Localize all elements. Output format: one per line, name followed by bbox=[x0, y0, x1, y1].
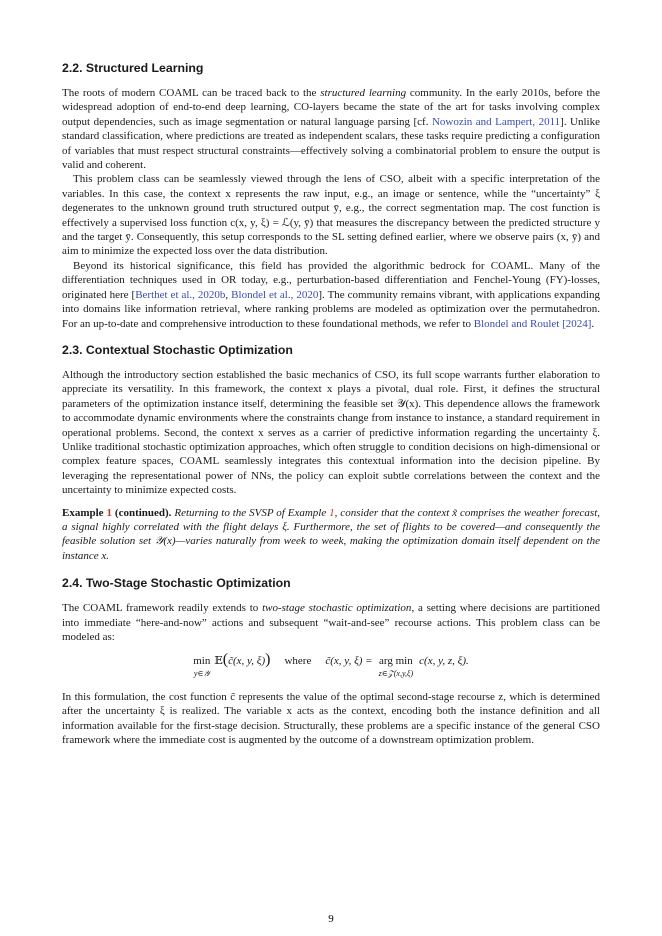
paragraph bbox=[62, 259, 600, 331]
expectation-symbol: 𝔼 bbox=[214, 655, 223, 668]
min-subscript: y∈𝒴 bbox=[193, 668, 210, 678]
section-heading: 2.3. Contextual Stochastic Optimization bbox=[62, 342, 293, 357]
section-heading: 2.2. Structured Learning bbox=[62, 61, 204, 75]
example-number-link[interactable]: 1 bbox=[106, 506, 112, 519]
citation-link[interactable]: Blondel and Roulet [2024] bbox=[473, 317, 592, 330]
section-structured-learning bbox=[62, 60, 600, 331]
example-label: Example bbox=[62, 506, 107, 519]
section-heading: 2.4. Two-Stage Stochastic Optimization bbox=[62, 576, 291, 591]
text: , a setting where decisions are partitioned into immediate “here-and-now” actions and subsequent “wait-and-see” recourse actions. This problem class can be modeled as: bbox=[62, 602, 600, 643]
text: ]. Unlike standard classification, where predictions are treated as independent scalars, these tasks require predicting a configuration of variables that must respect structural constraints—effectively solving a combinatorial problem to ensure the output is valid and coherent. bbox=[62, 115, 600, 172]
text: . bbox=[591, 317, 595, 330]
argmin-text: arg min bbox=[379, 655, 413, 668]
min-text: min bbox=[193, 655, 211, 668]
citation-link[interactable]: Berthet et al., 2020b bbox=[135, 288, 226, 301]
paragraph: In this formulation, the cost function c̃ represents the value of the optimal second-stage recourse z, which is determined after the uncertainty ξ is realized. The variable x acts as the context, encoding both the instance definition and all information available for the first-stage decision. Structurally, these problems are a specific instance of the general CSO framework where the immediate cost is augmented by the outcome of a downstream optimization problem. bbox=[62, 690, 600, 747]
citation-link[interactable]: Nowozin and Lampert, 2011 bbox=[431, 115, 561, 128]
citation-link[interactable]: Blondel et al., 2020 bbox=[231, 288, 319, 301]
paragraph bbox=[62, 601, 600, 644]
expectation-argument: c̃(x, y, ξ) bbox=[228, 655, 266, 668]
emphasis: two-stage stochastic optimization bbox=[262, 602, 412, 615]
equation-rhs: c(x, y, z, ξ). bbox=[419, 655, 469, 668]
example-label: (continued). bbox=[111, 506, 172, 519]
paper-page bbox=[62, 60, 600, 758]
text: Beyond its historical significance, this field has provided the algorithmic bedrock for COAML. Many of the differentiation techniques used in OR today, e.g., perturbation-based differentiation and Fenchel-Young (FY)-losses, originated here [ bbox=[62, 259, 600, 301]
example-block bbox=[62, 506, 600, 564]
equation bbox=[62, 651, 600, 678]
paragraph: Although the introductory section established the basic mechanics of CSO, its full scope warrants further elaboration to appreciate its versatility. In this framework, the context x plays a pivotal, dual role. First, it defines the structural parameters of the optimization instance itself, determining the feasible set 𝒴(x). This dependence allows the framework to accommodate dynamic environments where the constraints change from instance to instance, a standard requirement in operational problems. Second, the context x serves as a carrier of predictive information regarding the uncertainty ξ. Unlike traditional stochastic optimization approaches, which often struggle to condition decisions on high-dimensional or complex feature spaces, COAML seamlessly integrates this contextual information into the decision pipeline. By leveraging the representational power of NNs, the policy can exploit subtle correlations between the context and the uncertainty to minimize expected costs. bbox=[62, 368, 600, 497]
close-paren: ) bbox=[265, 651, 271, 669]
emphasis: structured learning bbox=[320, 87, 407, 99]
text: The roots of modern COAML can be traced back to the bbox=[62, 87, 321, 99]
paragraph bbox=[62, 86, 600, 172]
text: The COAML framework readily extends to bbox=[62, 602, 263, 615]
text: community. In the early 2010s, before the widespread adoption of end-to-end deep learning, CO-layers became the state of the art for tasks involving complex output dependencies, such as image segmentation or natural language parsing [cf. bbox=[62, 87, 600, 128]
section-two-stage-stochastic-optimization bbox=[62, 575, 600, 747]
open-paren: ( bbox=[222, 651, 229, 669]
paragraph: This problem class can be seamlessly viewed through the lens of CSO, albeit with a specific interpretation of the variables. In this case, the context x represents the raw input, e.g., an image or sentence, while the “uncertainty” ξ degenerates to the unknown ground truth structured output ȳ, e.g., the correct segmentation map. The cost function is effectively a supervised loss function c(x, y, ξ) = ℒ(y, ȳ) that measures the discrepancy between the predicted structure y and the target ȳ. Consequently, this setup corresponds to the SL setting defined earlier, where we observe pairs (x, ȳ) and aim to minimize the expected loss over the data distribution. bbox=[62, 173, 600, 258]
min-operator bbox=[193, 654, 210, 677]
example-ref-link[interactable]: 1 bbox=[329, 506, 335, 519]
text: , bbox=[225, 288, 232, 301]
page-number: 9 bbox=[328, 913, 334, 925]
argmin-operator bbox=[379, 654, 414, 677]
section-contextual-stochastic-optimization bbox=[62, 342, 600, 563]
example-text: , consider that the context x̃ comprises the weather forecast, a signal highly correlated with the flight delays ξ. Furthermore, the set of flights to be covered—and consequently the feasible solution set 𝒴(x)—varies naturally from week to week, making the optimization domain itself dependent on the instance x. bbox=[62, 506, 600, 562]
argmin-subscript: z∈𝒵(x,y,ξ) bbox=[378, 668, 414, 678]
example-text: Returning to the SVSP of Example bbox=[171, 506, 330, 519]
equation-lhs: c̃(x, y, ξ) = bbox=[325, 655, 373, 668]
where-word: where bbox=[284, 655, 312, 668]
text: ]. The community remains vibrant, with applications expanding into domains like information retrieval, where ranking problems are modeled as optimization over the permutahedron. For an up-to-date and comprehensive introduction to these foundational methods, we refer to bbox=[62, 288, 601, 330]
